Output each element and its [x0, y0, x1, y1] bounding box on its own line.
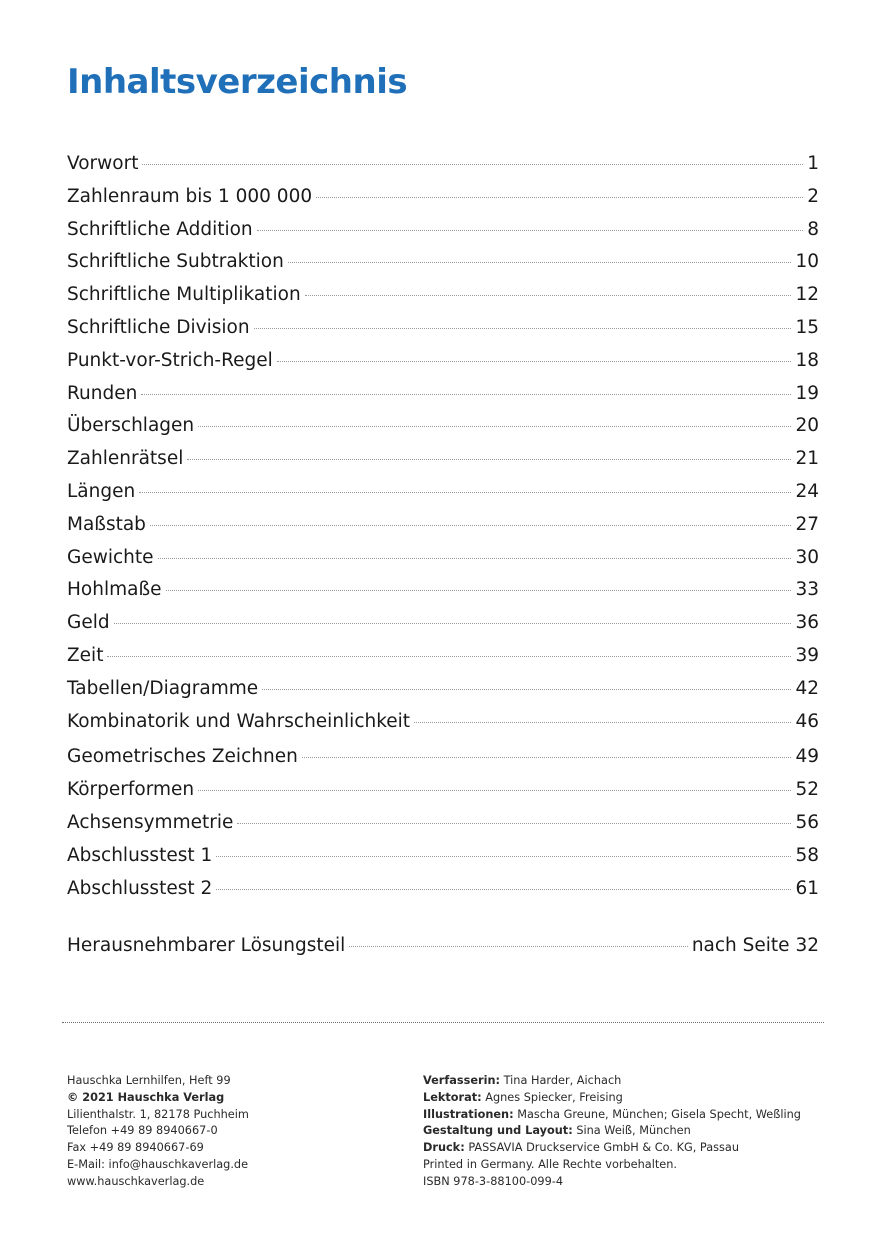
toc-entry-page: 1 — [807, 153, 819, 174]
toc-entry — [67, 246, 819, 279]
toc-entry-label: Achsensymmetrie — [67, 811, 234, 833]
toc-entry — [67, 443, 819, 476]
toc-entry-page: 33 — [795, 579, 819, 601]
dot-leader — [166, 590, 792, 591]
phone-text: Telefon +49 89 8940667-0 — [67, 1124, 218, 1138]
toc-entry-label: Schriftliche Division — [67, 316, 250, 338]
toc-entry — [67, 279, 819, 312]
dot-leader — [139, 492, 791, 493]
toc-entry-page: nach Seite 32 — [691, 935, 819, 956]
toc-entry-label: Runden — [67, 382, 138, 404]
toc-entry — [67, 148, 819, 181]
toc-entry — [67, 214, 819, 247]
toc-entry — [67, 774, 819, 807]
copyright-text: © 2021 Hauschka Verlag — [67, 1090, 225, 1104]
toc-entry-page: 56 — [795, 811, 819, 833]
toc-entry — [67, 378, 819, 411]
fax-text: Fax +49 89 8940667-69 — [67, 1141, 204, 1155]
toc-entry-label: Tabellen/Diagramme — [67, 677, 259, 699]
toc-entry-page: 12 — [795, 284, 819, 306]
dot-leader — [349, 946, 688, 947]
toc-entry-page: 2 — [807, 185, 819, 207]
toc-entry-page: 10 — [795, 251, 819, 273]
dot-leader — [305, 295, 792, 296]
divider — [62, 1022, 824, 1023]
dot-leader — [254, 328, 792, 329]
toc-entry — [67, 312, 819, 345]
imprint-publisher — [67, 1073, 397, 1191]
toc-entry-page: 39 — [795, 644, 819, 666]
toc-entry-page: 49 — [795, 746, 819, 768]
toc-entry-label: Körperformen — [67, 779, 195, 801]
imprint-credits — [423, 1073, 843, 1191]
toc-entry — [67, 840, 819, 873]
toc-entry-label: Gewichte — [67, 546, 154, 568]
toc-entry-label: Schriftliche Multiplikation — [67, 284, 301, 306]
toc-entry-label: Längen — [67, 480, 136, 502]
toc-entry-label: Zeit — [67, 644, 104, 666]
toc-entry-label: Überschlagen — [67, 415, 195, 437]
toc-entry-label: Geld — [67, 612, 110, 634]
toc-entry — [67, 476, 819, 509]
toc-entry-page: 20 — [795, 415, 819, 437]
email-text: E-Mail: info@hauschkaverlag.de — [67, 1157, 249, 1171]
toc-entry — [67, 741, 819, 774]
toc-entry-page: 36 — [795, 612, 819, 634]
toc-entry-page: 24 — [795, 480, 819, 502]
dot-leader — [237, 823, 791, 824]
dot-leader — [198, 426, 791, 427]
dot-leader — [262, 689, 791, 690]
toc-entry-label: Kombinatorik und Wahrscheinlichkeit — [67, 710, 411, 732]
series-text: Hauschka Lernhilfen, Heft 99 — [67, 1074, 231, 1087]
website-text: www.hauschkaverlag.de — [67, 1174, 205, 1188]
table-of-contents — [67, 148, 819, 905]
dot-leader — [150, 525, 792, 526]
toc-entry — [67, 807, 819, 840]
toc-entry-solution-part — [67, 930, 819, 963]
toc-entry-page: 8 — [807, 218, 819, 240]
toc-entry — [67, 542, 819, 575]
toc-entry — [67, 509, 819, 542]
dot-leader — [257, 230, 804, 231]
author-line: Verfasserin: Tina Harder, Aichach — [423, 1074, 622, 1087]
toc-entry-page: 61 — [795, 877, 819, 899]
toc-entry-page: 42 — [795, 677, 819, 699]
dot-leader — [158, 558, 792, 559]
toc-entry — [67, 345, 819, 378]
dot-leader — [414, 722, 791, 723]
editor-line: Lektorat: Agnes Spiecker, Freising — [423, 1090, 623, 1104]
toc-entry-label: Zahlenraum bis 1 000 000 — [67, 185, 313, 207]
toc-entry-page: 58 — [795, 844, 819, 866]
dot-leader — [141, 394, 791, 395]
toc-entry-page: 21 — [795, 448, 819, 470]
toc-entry-page: 15 — [795, 316, 819, 338]
toc-entry-page: 46 — [795, 710, 819, 732]
toc-entry — [67, 873, 819, 906]
toc-entry-label: Hohlmaße — [67, 579, 162, 601]
dot-leader — [288, 262, 792, 263]
toc-entry — [67, 706, 819, 739]
toc-entry — [67, 410, 819, 443]
dot-leader — [216, 889, 791, 890]
toc-entry-label: Herausnehmbarer Lösungsteil — [67, 935, 346, 956]
toc-entry — [67, 673, 819, 706]
dot-leader — [107, 656, 791, 657]
dot-leader — [302, 757, 792, 758]
toc-entry-page: 30 — [795, 546, 819, 568]
toc-entry-label: Abschlusstest 1 — [67, 844, 213, 866]
toc-entry-page: 18 — [795, 349, 819, 371]
toc-entry-label: Vorwort — [67, 153, 139, 174]
page-title: Inhaltsverzeichnis — [67, 62, 408, 102]
toc-entry — [67, 640, 819, 673]
print-line: Druck: PASSAVIA Druckservice GmbH & Co. KG, Passau — [423, 1141, 740, 1155]
toc-entry-label: Geometrisches Zeichnen — [67, 746, 298, 768]
toc-entry — [67, 574, 819, 607]
toc-entry — [67, 607, 819, 640]
dot-leader — [277, 361, 792, 362]
dot-leader — [114, 623, 792, 624]
toc-entry-page: 27 — [795, 513, 819, 535]
toc-entry-page: 19 — [795, 382, 819, 404]
dot-leader — [316, 197, 803, 198]
address-text: Lilienthalstr. 1, 82178 Puchheim — [67, 1107, 249, 1121]
isbn-text: ISBN 978-3-88100-099-4 — [423, 1174, 564, 1188]
dot-leader — [198, 790, 791, 791]
printed-in-text: Printed in Germany. Alle Rechte vorbehalten. — [423, 1157, 677, 1171]
toc-entry-label: Zahlenrätsel — [67, 448, 184, 470]
dot-leader — [187, 459, 791, 460]
toc-entry-label: Abschlusstest 2 — [67, 877, 213, 899]
dot-leader — [142, 164, 803, 165]
toc-entry — [67, 181, 819, 214]
toc-entry-page: 52 — [795, 779, 819, 801]
toc-entry-label: Schriftliche Subtraktion — [67, 251, 284, 273]
illustrations-line: Illustrationen: Mascha Greune, München; Gisela Specht, Weßling — [423, 1107, 801, 1121]
toc-entry-label: Punkt-vor-Strich-Regel — [67, 349, 273, 371]
toc-entry-label: Maßstab — [67, 513, 146, 535]
design-line: Gestaltung und Layout: Sina Weiß, München — [423, 1124, 691, 1138]
dot-leader — [216, 856, 791, 857]
toc-entry-label: Schriftliche Addition — [67, 218, 253, 240]
